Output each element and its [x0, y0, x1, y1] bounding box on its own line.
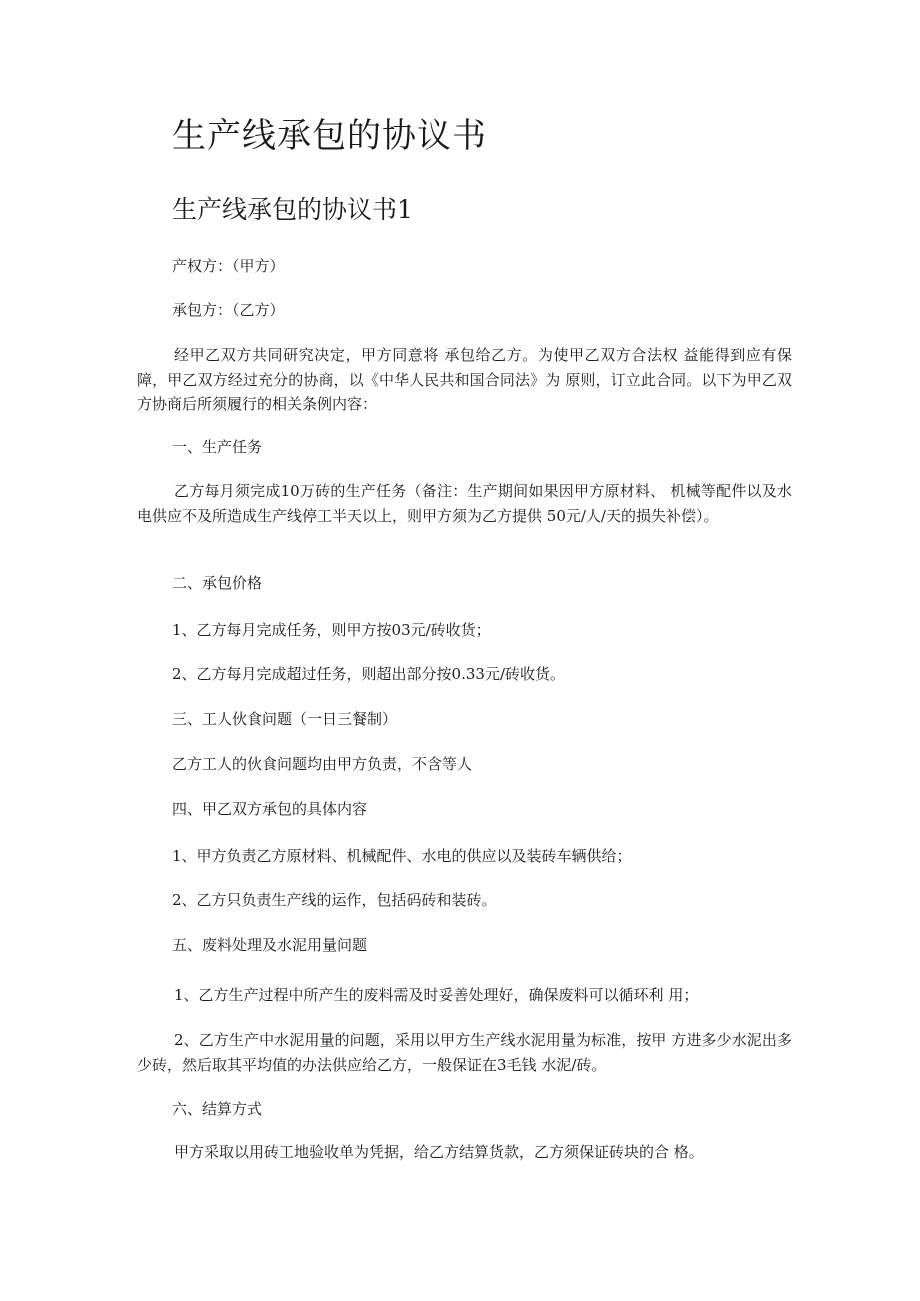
section-2-item-1: 1、乙方每月完成任务，则甲方按03元/砖收货； [172, 621, 491, 639]
section-6-body: 甲方采取以用砖工地验收单为凭据，给乙方结算货款，乙方须保证砖块的合 格。 [174, 1143, 704, 1161]
section-2-item-2: 2、乙方每月完成超过任务，则超出部分按0.33元/砖收货。 [172, 665, 565, 683]
document-subtitle: 生产线承包的协议书1 [172, 195, 413, 224]
section-5-heading: 五、废料处理及水泥用量问题 [172, 936, 368, 954]
section-5-item-1: 1、乙方生产过程中所产生的废料需及时妥善处理好，确保废料可以循环利 用； [174, 986, 699, 1004]
section-4-heading: 四、甲乙双方承包的具体内容 [172, 800, 368, 818]
party-b-line: 承包方：（乙方） [172, 301, 285, 319]
section-3-body: 乙方工人的伙食问题均由甲方负责，不含等人 [172, 755, 473, 773]
section-4-item-2: 2、乙方只负责生产线的运作，包括码砖和装砖。 [172, 891, 497, 909]
section-1-heading: 一、生产任务 [172, 438, 263, 456]
intro-paragraph: 经甲乙双方共同研究决定，甲方同意将 承包给乙方。为使甲乙双方合法权 益能得到应有保障，甲乙双方经过充分的协商，以《中华人民共和国合同法》为 原则，订立此合同。以下为甲乙双方协商后所须履行的相关条例内容： [137, 346, 792, 413]
party-a-line: 产权方：（甲方） [172, 257, 285, 275]
section-4-item-1: 1、甲方负责乙方原材料、机械配件、水电的供应以及装砖车辆供给； [172, 847, 632, 865]
section-5-item-2: 2、乙方生产中水泥用量的问题，采用以甲方生产线水泥用量为标准，按甲 方进多少水泥出多少砖，然后取其平均值的办法供应给乙方，一般保证在3毛钱 水泥/砖。 [137, 1031, 792, 1074]
section-1-body: 乙方每月须完成10万砖的生产任务（备注：生产期间如果因甲方原材料、 机械等配件以及水电供应不及所造成生产线停工半天以上，则甲方须为乙方提供 50元/人/天的损失补偿）。 [137, 482, 792, 525]
document-title: 生产线承包的协议书 [172, 116, 487, 156]
section-3-heading: 三、工人伙食问题（一日三餐制） [172, 710, 398, 728]
section-6-heading: 六、结算方式 [172, 1100, 263, 1118]
section-2-heading: 二、承包价格 [172, 574, 263, 592]
